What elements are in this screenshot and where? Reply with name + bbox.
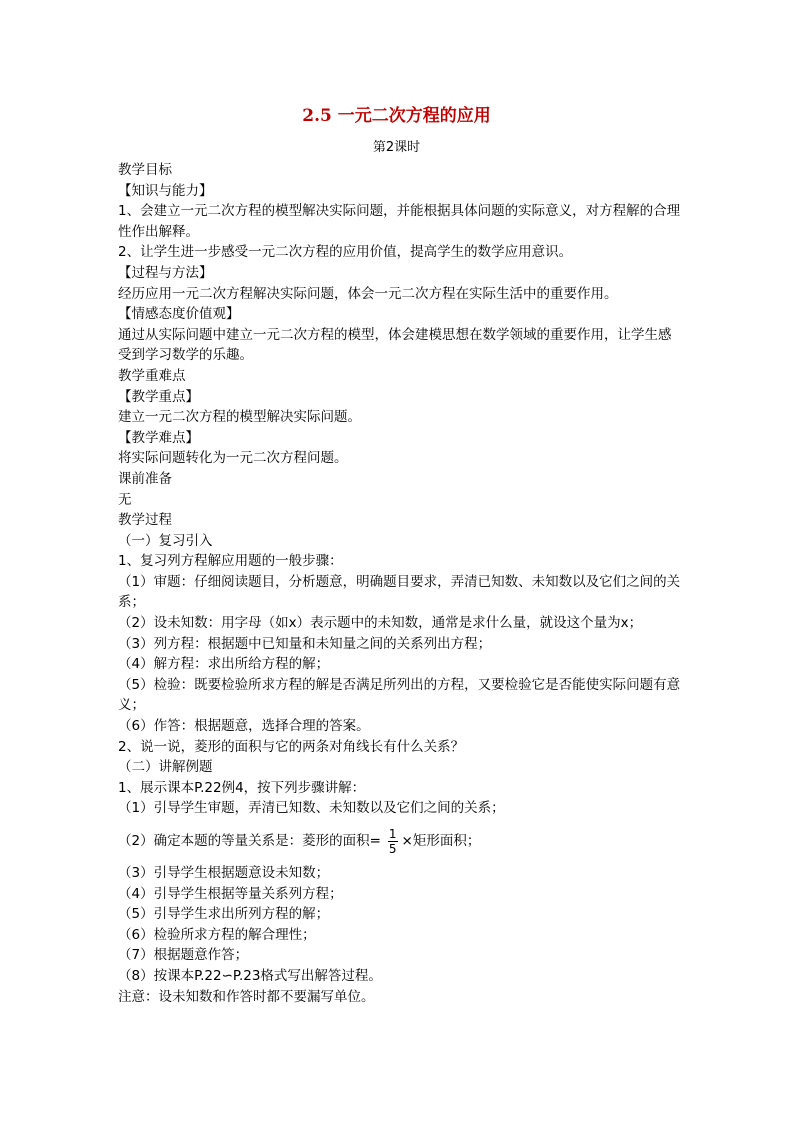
fraction-list-item <box>118 821 683 861</box>
subsection-heading: 【过程与方法】 <box>118 264 213 281</box>
document-title: 2.5 一元二次方程的应用 <box>302 106 491 126</box>
section-heading: 教学过程 <box>118 512 172 529</box>
section-heading: 教学重难点 <box>118 367 186 384</box>
list-item: （3）列方程：根据题中已知量和未知量之间的关系列出方程； <box>118 635 492 652</box>
subsection-heading: （二）讲解例题 <box>118 759 213 776</box>
document-subtitle: 第2课时 <box>372 140 421 155</box>
subsection-heading: 【教学重点】 <box>118 388 199 405</box>
list-item: （2）设未知数：用字母（如x）表示题中的未知数，通常是求什么量，就设这个量为x； <box>118 615 643 632</box>
paragraph: 1、会建立一元二次方程的模型解决实际问题，并能根据具体问题的实际意义，对方程解的合理性作出解释。 <box>118 203 681 240</box>
paragraph: 2、让学生进一步感受一元二次方程的应用价值，提高学生的数学应用意识。 <box>118 244 573 261</box>
list-item: （6）检验所求方程的解合理性； <box>118 926 316 943</box>
paragraph: 将实际问题转化为一元二次方程问题。 <box>118 450 348 467</box>
list-item: 1、展示课本P.22例4，按下列步骤讲解： <box>118 779 366 796</box>
list-item: （4）解方程：求出所给方程的解； <box>118 656 330 673</box>
list-item: （4）引导学生根据等量关系列方程； <box>118 885 343 902</box>
subsection-heading: 【知识与能力】 <box>118 182 213 199</box>
section-heading: 教学目标 <box>118 162 172 178</box>
list-item: （1）审题：仔细阅读题目，分析题意，明确题目要求，弄清已知数、未知数以及它们之间的关系； <box>118 573 681 611</box>
paragraph: 无 <box>118 491 132 508</box>
list-item: （7）根据题意作答； <box>118 947 249 964</box>
subsection-heading: 【情感态度价值观】 <box>118 306 240 323</box>
list-item: 2、说一说，菱形的面积与它的两条对角线长有什么关系？ <box>118 738 465 755</box>
list-item: （3）引导学生根据题意设未知数； <box>118 865 330 881</box>
note: 注意：设未知数和作答时都不要漏写单位。 <box>118 988 375 1005</box>
subsection-heading: （一）复习引入 <box>118 532 213 549</box>
list-item: 1、复习列方程解应用题的一般步骤： <box>118 553 343 570</box>
section-heading: 课前准备 <box>118 470 172 487</box>
fraction-text-before: （2）确定本题的等量关系是：菱形的面积= <box>118 833 381 849</box>
fraction <box>387 827 399 856</box>
fraction-denominator: 5 <box>388 841 397 856</box>
list-item: （8）按课本P.22∽P.23格式写出解答过程。 <box>118 967 382 984</box>
list-item: （1）引导学生审题，弄清已知数、未知数以及它们之间的关系； <box>118 800 505 817</box>
list-item: （6）作答：根据题意，选择合理的答案。 <box>118 718 370 735</box>
fraction-text-after: ×矩形面积； <box>401 833 481 849</box>
list-item: （5）引导学生求出所列方程的解； <box>118 906 330 923</box>
document-body <box>118 160 683 1007</box>
subsection-heading: 【教学难点】 <box>118 429 199 446</box>
list-item: （5）检验：既要检验所求方程的解是否满足所列出的方程，又要检验它是否能使实际问题有意义； <box>118 676 681 714</box>
paragraph: 建立一元二次方程的模型解决实际问题。 <box>118 409 361 426</box>
paragraph: 经历应用一元二次方程解决实际问题，体会一元二次方程在实际生活中的重要作用。 <box>118 285 618 302</box>
paragraph: 通过从实际问题中建立一元二次方程的模型，体会建模思想在数学领域的重要作用，让学生感受到学习数学的乐趣。 <box>118 326 672 364</box>
fraction-numerator: 1 <box>388 826 397 841</box>
